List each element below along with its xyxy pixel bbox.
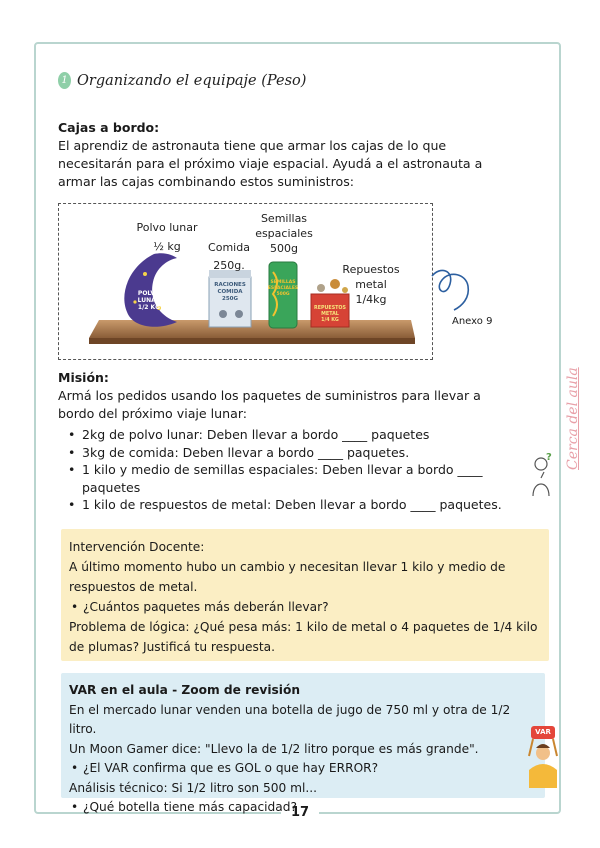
polvo-label: [127, 220, 207, 254]
annex-arrow-icon: [428, 262, 488, 322]
supplies-illustration: [58, 203, 433, 360]
mision-line: Armá los pedidos usando los paquetes de suministros para llevar a: [58, 388, 481, 403]
cajas-paragraph: [58, 137, 528, 191]
intervencion-bullet: • ¿Cuántos paquetes más deberán llevar?: [69, 597, 541, 617]
metal-part: [317, 284, 325, 292]
pack-line: RACIONES: [214, 282, 246, 288]
comida-pack-text: [209, 282, 251, 303]
side-caption: Cerca del aula: [565, 367, 581, 470]
pack-line: 500G: [276, 292, 290, 297]
var-bullet: • ¿Qué botella tiene más capacidad?: [69, 798, 537, 818]
repuestos-weight: 1/4kg: [355, 293, 387, 306]
var-referee-figure: [519, 726, 565, 788]
list-item-text: 1 kilo y medio de semillas espaciales: Deben llevar a bordo ____: [82, 462, 483, 477]
cajas-heading: Cajas a bordo:: [58, 120, 160, 135]
intervencion-line: A último momento hubo un cambio y necesitan llevar 1 kilo y medio de: [69, 560, 506, 574]
comida-weight: 250g.: [213, 259, 245, 272]
astronaut-figure: [219, 310, 227, 318]
polvo-weight: ½ kg: [153, 240, 181, 253]
cajas-line: necesitarán para el próximo viaje espacial. Ayudá a el astronauta a: [58, 156, 483, 171]
list-item: [66, 461, 536, 496]
cajas-line: El aprendiz de astronauta tiene que armar los cajas de lo que: [58, 138, 447, 153]
var-line: Un Moon Gamer dice: "Llevo la de 1/2 litro porque es más grande".: [69, 741, 479, 756]
comida-label: [199, 240, 259, 273]
semillas-weight: 500g: [270, 242, 298, 255]
polvo-pack-text: [130, 290, 168, 311]
intervencion-heading: Intervención Docente:: [69, 540, 205, 554]
var-bullet: • ¿El VAR confirma que es GOL o que hay ERROR?: [69, 759, 537, 779]
activity-number-badge: 1: [58, 72, 71, 89]
activity-title-text: Organizando el equipaje (Peso): [77, 72, 307, 89]
pack-line: 250G: [222, 296, 238, 302]
intervencion-box: [61, 529, 549, 661]
thinking-person-icon: [528, 448, 558, 502]
pack-line: METAL: [321, 312, 339, 317]
intervencion-line: Problema de lógica: ¿Qué pesa más: 1 kilo de metal o 4 paquetes de 1/4 kilo: [69, 620, 538, 634]
shelf-edge: [89, 338, 415, 344]
pack-line: SEMILLAS: [270, 280, 296, 285]
pack-line: 1/2 KG: [137, 304, 161, 311]
semillas-name: Semillas: [260, 212, 308, 225]
astronaut-figure: [235, 310, 243, 318]
mision-line: bordo del próximo viaje lunar:: [58, 406, 248, 421]
svg-text:?: ?: [546, 452, 552, 463]
page-number: 17: [281, 805, 319, 820]
semillas-pack-text: [267, 280, 299, 298]
var-line: Análisis técnico: Si 1/2 litro son 500 ml...: [69, 780, 318, 795]
intervencion-line: de plumas? Justificá tu respuesta.: [69, 640, 275, 654]
moon-star: [143, 272, 147, 276]
list-item: • 2kg de polvo lunar: Deben llevar a bordo ____ paquetes: [66, 426, 536, 444]
cajas-line: armar las cajas combinando estos suministros:: [58, 174, 355, 189]
pack-line: ESPACIALES: [267, 286, 299, 291]
repuestos-name: Repuestos: [342, 263, 400, 276]
pack-line: REPUESTOS: [314, 306, 346, 311]
var-line: En el mercado lunar venden una botella de jugo de 750 ml y otra de 1/2 litro.: [69, 702, 511, 736]
pack-line: COMIDA: [217, 289, 243, 295]
var-sign-text: VAR: [535, 728, 551, 736]
polvo-name: Polvo lunar: [136, 221, 198, 234]
semillas-name: espaciales: [255, 227, 313, 240]
var-heading: VAR en el aula - Zoom de revisión: [69, 683, 301, 697]
annex-label: Anexo 9: [452, 316, 493, 327]
activity-title: [58, 72, 306, 89]
repuestos-pack-text: [311, 306, 349, 324]
comida-name: Comida: [208, 241, 250, 254]
list-item: • 3kg de comida: Deben llevar a bordo ____ paquetes.: [66, 444, 536, 462]
pack-line: 1/4 KG: [321, 318, 339, 323]
repuestos-name: metal: [355, 278, 387, 291]
semillas-label: [251, 211, 317, 256]
mision-heading: Misión:: [58, 370, 109, 385]
intervencion-line: respuestos de metal.: [69, 580, 198, 594]
repuestos-label: [337, 262, 405, 307]
mision-paragraph: [58, 387, 528, 423]
pack-line: POLVO: [137, 290, 161, 297]
list-item: • 1 kilo de respuestos de metal: Deben llevar a bordo ____ paquetes.: [66, 496, 536, 514]
mision-list: [66, 426, 536, 514]
pack-line: LUNAR: [137, 297, 161, 304]
list-item-text: paquetes: [82, 479, 141, 495]
